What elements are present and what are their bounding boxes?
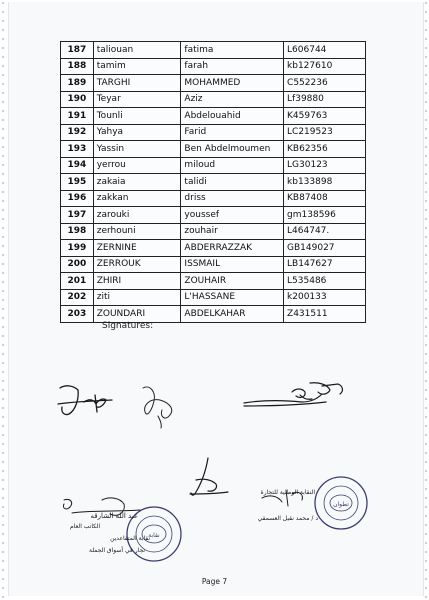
id-number-cell: Lf39880 bbox=[284, 91, 366, 108]
last-name-cell: zakkan bbox=[93, 190, 181, 207]
first-name-cell: ZOUHAIR bbox=[181, 273, 284, 290]
first-name-cell: miloud bbox=[181, 157, 284, 174]
row-number: 201 bbox=[61, 273, 94, 290]
last-name-cell: taliouan bbox=[93, 42, 181, 59]
first-name-cell: ABDERRAZZAK bbox=[181, 240, 284, 257]
id-number-cell: LC219523 bbox=[284, 124, 366, 141]
first-name-cell: Ben Abdelmoumen bbox=[181, 141, 284, 158]
first-name-cell: ISSMAIL bbox=[181, 256, 284, 273]
first-name-cell: fatima bbox=[181, 42, 284, 59]
row-number: 195 bbox=[61, 174, 94, 191]
row-number: 190 bbox=[61, 91, 94, 108]
row-number: 203 bbox=[61, 306, 94, 323]
id-number-cell: KB62356 bbox=[284, 141, 366, 158]
first-name-cell: MOHAMMED bbox=[181, 75, 284, 92]
right-stamp-line: د / محمد نقيل العسمقي bbox=[257, 515, 318, 522]
row-number: 202 bbox=[61, 289, 94, 306]
left-stamp-line-2: الكاتب العام bbox=[69, 523, 100, 530]
id-number-cell: gm138596 bbox=[284, 207, 366, 224]
row-number: 193 bbox=[61, 141, 94, 158]
row-number: 199 bbox=[61, 240, 94, 257]
last-name-cell: Tounli bbox=[93, 108, 181, 125]
row-number: 197 bbox=[61, 207, 94, 224]
right-stamp-text: تطوان bbox=[333, 501, 349, 508]
id-number-cell: KB87408 bbox=[284, 190, 366, 207]
last-name-cell: ZOUNDARI bbox=[93, 306, 181, 323]
id-number-cell: L464747. bbox=[284, 223, 366, 240]
first-name-cell: farah bbox=[181, 58, 284, 75]
id-number-cell: C552236 bbox=[284, 75, 366, 92]
left-stamp-line-1: عبد الله الشارقه bbox=[90, 512, 138, 520]
signature-1 bbox=[58, 386, 112, 415]
first-name-cell: ABDELKAHAR bbox=[181, 306, 284, 323]
first-name-cell: Farid bbox=[181, 124, 284, 141]
last-name-cell: yerrou bbox=[93, 157, 181, 174]
first-name-cell: youssef bbox=[181, 207, 284, 224]
first-name-cell: Aziz bbox=[181, 91, 284, 108]
first-name-cell: driss bbox=[181, 190, 284, 207]
last-name-cell: zerhouni bbox=[93, 223, 181, 240]
row-number: 188 bbox=[61, 58, 94, 75]
id-number-cell: k200133 bbox=[284, 289, 366, 306]
left-stamp-line-3: نقابة المتقاعدين bbox=[110, 535, 150, 542]
page-number: Page 7 bbox=[201, 577, 228, 586]
signature-4 bbox=[190, 458, 228, 495]
last-name-cell: ziti bbox=[93, 289, 181, 306]
row-number: 194 bbox=[61, 157, 94, 174]
signatures-label: Signatures: bbox=[102, 321, 154, 331]
first-name-cell: zouhair bbox=[181, 223, 284, 240]
id-number-cell: L606744 bbox=[284, 42, 366, 59]
last-name-cell: tamim bbox=[93, 58, 181, 75]
right-stamp-top: النقابة الوطنية للتجارة bbox=[260, 489, 315, 496]
id-number-cell: kb127610 bbox=[284, 58, 366, 75]
row-number: 196 bbox=[61, 190, 94, 207]
id-number-cell: LG30123 bbox=[284, 157, 366, 174]
row-number: 187 bbox=[61, 42, 94, 59]
row-number: 191 bbox=[61, 108, 94, 125]
row-number: 200 bbox=[61, 256, 94, 273]
last-name-cell: Yahya bbox=[93, 124, 181, 141]
id-number-cell: kb133898 bbox=[284, 174, 366, 191]
id-number-cell: LB147627 bbox=[284, 256, 366, 273]
first-name-cell: talidi bbox=[181, 174, 284, 191]
left-stamp-line-4: تجار في أسواق الجملة bbox=[88, 547, 145, 554]
last-name-cell: Yassin bbox=[93, 141, 181, 158]
signature-3 bbox=[244, 383, 342, 406]
id-number-cell: GB149027 bbox=[284, 240, 366, 257]
first-name-cell: L'HASSANE bbox=[181, 289, 284, 306]
row-number: 192 bbox=[61, 124, 94, 141]
last-name-cell: zakaia bbox=[93, 174, 181, 191]
row-number: 189 bbox=[61, 75, 94, 92]
last-name-cell: Teyar bbox=[93, 91, 181, 108]
id-number-cell: K459763 bbox=[284, 108, 366, 125]
left-stamp-text: نقابة bbox=[148, 532, 160, 539]
last-name-cell: TARGHI bbox=[93, 75, 181, 92]
row-number: 198 bbox=[61, 223, 94, 240]
id-number-cell: Z431511 bbox=[284, 306, 366, 323]
last-name-cell: zarouki bbox=[93, 207, 181, 224]
first-name-cell: Abdelouahid bbox=[181, 108, 284, 125]
last-name-cell: ZHIRI bbox=[93, 273, 181, 290]
last-name-cell: ZERNINE bbox=[93, 240, 181, 257]
id-number-cell: L535486 bbox=[284, 273, 366, 290]
signature-2 bbox=[143, 387, 172, 428]
last-name-cell: ZERROUK bbox=[93, 256, 181, 273]
